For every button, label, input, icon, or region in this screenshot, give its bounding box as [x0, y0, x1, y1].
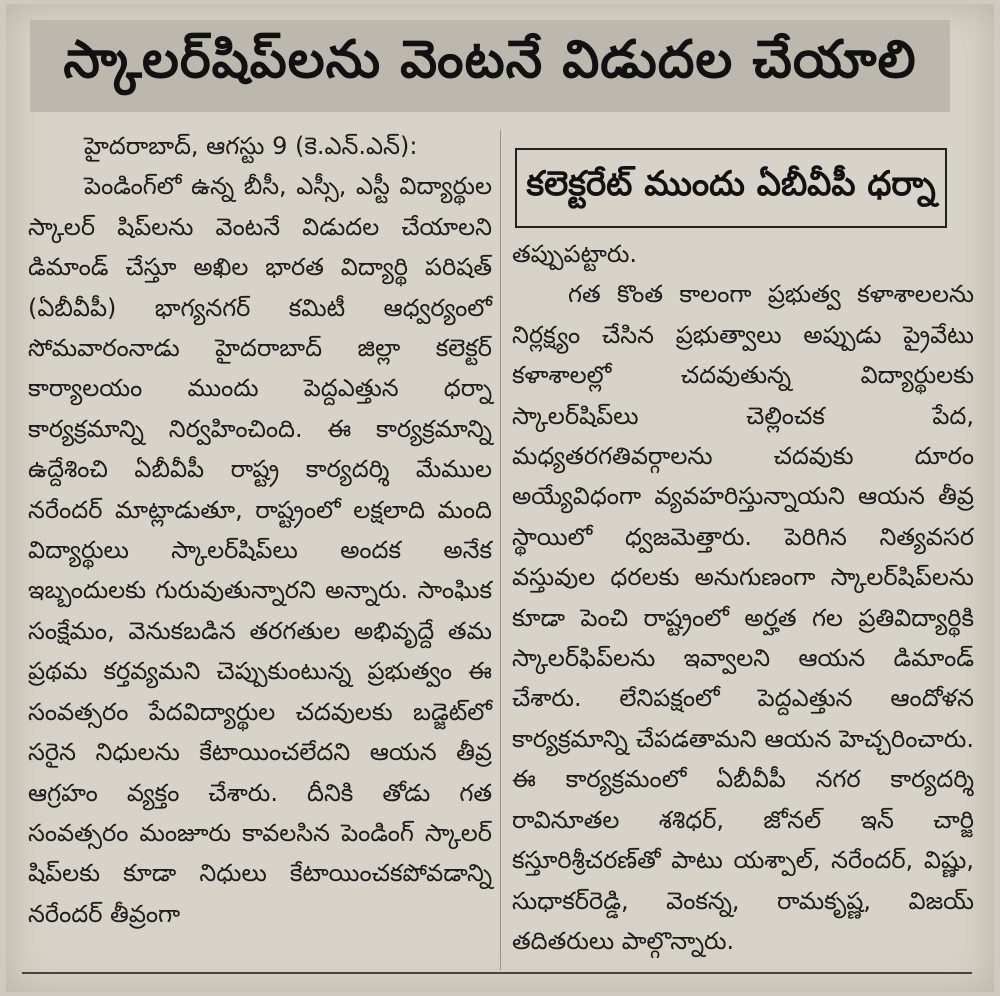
column-divider: [500, 130, 501, 970]
article-right-column: [512, 234, 974, 961]
right-paragraph-2: గత కొంత కాలంగా ప్రభుత్వ కళాశాలలను నిర్లక్ష్యం చేసిన ప్రభుత్వాలు అప్పుడు ప్రైవేటు కళాశాలల్లో చదవుతున్న విద్యార్థులకు స్కాలర్‌షిప్‌లు చెల్లించక పేద, మధ్యతరగతివర్గాలను చదవుకు దూరం అయ్యేవిధంగా వ్యవహరిస్తున్నాయని ఆయన తీవ్ర స్థాయిలో ధ్వజమెత్తారు. పెరిగిన నిత్యవసర వస్తువుల ధరలకు అనుగుణంగా స్కాలర్‌షిప్‌లను కూడా పెంచి రాష్ట్రంలో అర్హత గల ప్రతివిద్యార్థికి స్కాలర్‌ఫిప్‌లను ఇవ్వాలని ఆయన డిమాండ్ చేశారు. లేనిపక్షంలో పెద్దఎత్తున ఆందోళన కార్యక్రమాన్ని చేపడతామని ఆయన హెచ్చరించారు. ఈ కార్యక్రమంలో ఏబీవీపీ నగర కార్యదర్శి రావినూతల శశిధర్, జోనల్ ఇన్ చార్జి కస్తూరిశ్రీచరణ్‌తో పాటు యశ్పాల్, నరేందర్, విష్ణు, సుధాకర్‌రెడ్డి, వెంకన్న, రామకృష్ణ, విజయ్ తదితరులు పాల్గొన్నారు.: [512, 280, 974, 955]
left-paragraph-1: పెండింగ్‌లో ఉన్న బీసీ, ఎస్సీ, ఎస్టీ విద్యార్థుల స్కాలర్ షిప్‌లను వెంటనే విడుదల చేయాలని డిమాండ్ చేస్తూ అఖిల భారత విద్యార్థి పరిషత్ (ఏబీవీపీ) భాగ్యనగర్ కమిటీ ఆధ్వర్యంలో సోమవారంనాడు హైదరాబాద్ జిల్లా కలెక్టర్ కార్యాలయం ముందు పెద్దఎత్తున ధర్నా కార్యక్రమాన్ని నిర్వహించింది. ఈ కార్యక్రమాన్ని ఉద్దేశించి ఏబీవీపీ రాష్ట్ర కార్యదర్శి మేముల నరేందర్ మాట్లాడుతూ, రాష్ట్రంలో లక్షలాది మంది విద్యార్థులు స్కాలర్‌షిప్‌లు అందక అనేక ఇబ్బందులకు గురువుతున్నారని అన్నారు. సాంఘిక సంక్షేమం, వెనుకబడిన తరగతుల అభివృద్దే తమ ప్రథమ కర్తవ్యమని చెప్పుకుంటున్న ప్రభుత్వం ఈ సంవత్సరం పేదవిద్యార్థుల చదవులకు బడ్జెట్‌లో సరైన నిధులను కేటాయించలేదని ఆయన తీవ్ర ఆగ్రహం వ్యక్తం చేశారు. దీనికి తోడు గత సంవత్సరం మంజూరు కావలసిన పెండింగ్ స్కాలర్ షిప్‌లకు కూడా నిధులు కేటాయించకపోవడాన్ని నరేందర్ తీవ్రంగా: [28, 172, 492, 928]
subheadline: కలెక్టరేట్ ముందు ఏబీవీపీ ధర్నా: [526, 164, 936, 204]
right-paragraph-1: తప్పుపట్టారు.: [512, 240, 638, 268]
bottom-rule: [22, 972, 972, 974]
headline: స్కాలర్‌షిప్‌లను వెంటనే విడుదల చేయాలి: [63, 29, 917, 90]
subheadline-box: [515, 148, 947, 228]
article-left-column: [28, 126, 492, 934]
dateline: హైదరాబాద్, ఆగస్టు 9 (కె.ఎన్.ఎన్):: [84, 132, 418, 160]
